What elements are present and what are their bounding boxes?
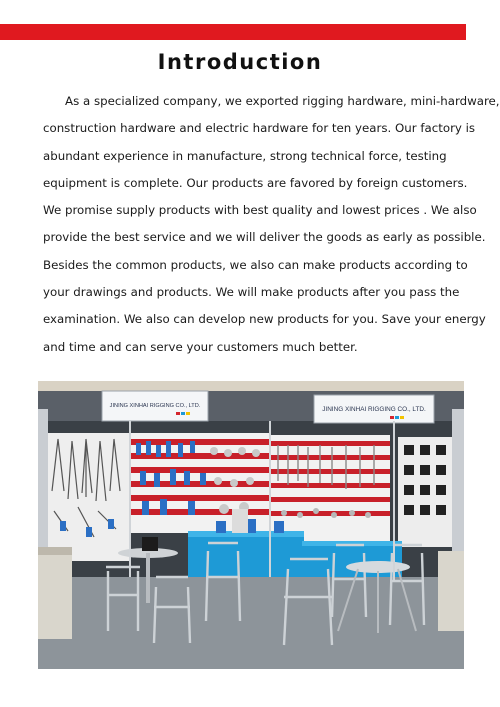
display-item	[232, 509, 248, 533]
intro-line: As a specialized company, we exported rigging hardware, mini-hardware,	[65, 94, 500, 108]
page-title: Introduction	[157, 50, 323, 74]
booth-sign-left-text: JINING XINHAI RIGGING CO., LTD.	[109, 403, 201, 409]
black-bag	[142, 537, 158, 551]
reception-desk	[38, 547, 72, 639]
intro-line: examination. We also can develop new products for you. Save your energy	[43, 312, 486, 327]
pegboard-white-left	[48, 433, 130, 561]
intro-line: We promise supply products with best quality and lowest prices . We also	[43, 203, 477, 218]
side-cabinet	[438, 551, 464, 631]
display-table-center	[188, 531, 304, 577]
floor	[38, 577, 464, 669]
intro-paragraph	[43, 88, 500, 361]
intro-line: your drawings and products. We will make products after you pass the	[43, 285, 460, 300]
intro-line: equipment is complete. Our products are favored by foreign customers.	[43, 175, 468, 190]
intro-line: and time and can serve your customers much better.	[43, 339, 358, 354]
header-red-bar	[0, 24, 466, 40]
intro-line: abundant experience in manufacture, strong technical force, testing	[43, 148, 447, 163]
intro-line: Besides the common products, we also can make products according to	[43, 257, 468, 272]
intro-line: construction hardware and electric hardware for ten years. Our factory is	[43, 121, 476, 136]
exhibition-booth-photo	[38, 381, 464, 669]
intro-line: provide the best service and we will deliver the goods as early as possible.	[43, 230, 486, 245]
booth-sign-right-text: JINING XINHAI RIGGING CO., LTD.	[322, 406, 426, 413]
